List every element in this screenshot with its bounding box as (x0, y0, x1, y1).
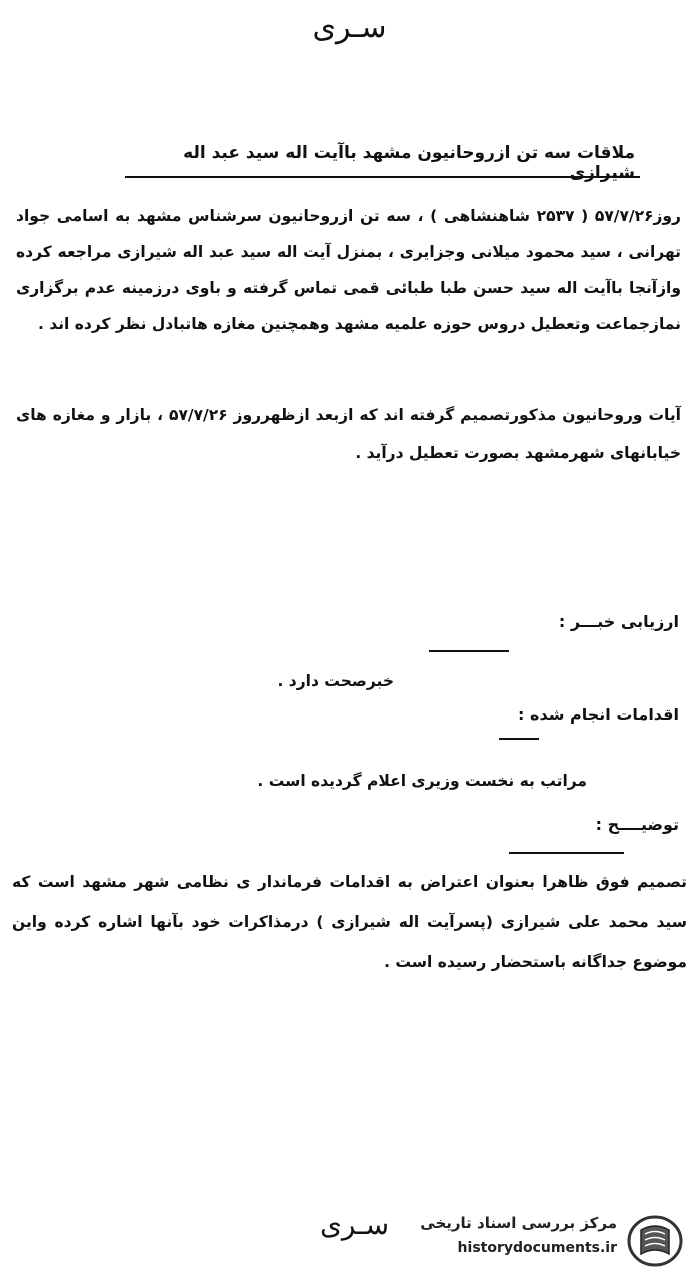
title-underline (125, 176, 640, 178)
classification-top: سـرى (312, 10, 387, 45)
actions-text: مراتب به نخست وزیری اعلام گردیده است . (257, 772, 587, 790)
document-title: ملاقات سه تن ازروحانیون مشهد باآیت اله سید عبد اله شیرازی (183, 143, 635, 183)
actions-heading: اقدامات انجام شده : (518, 705, 679, 724)
notes-text: تصمیم فوق ظاهرا بعنوان اعتراض به اقدامات فرماندار ی نظامی شهر مشهد است که سید محمد علی شیرازی (پسرآیت اله شیرازی ) درمذاکرات خود بآنها اشاره کرده واین موضوع جداگانه باستحضار رسیده است . (12, 873, 687, 971)
notes-heading: توضیــــح : (595, 815, 679, 834)
paragraph-2: آیات وروحانیون مذکورتصمیم گرفته اند که ازبعد ازظهرروز ۵۷/۷/۲۶ ، بازار و مغازه های خیابانهای شهرمشهد بصورت تعطیل درآید . (16, 406, 681, 462)
paragraph-1: روز۵۷/۷/۲۶ ( ۲۵۳۷ شاهنشاهی ) ، سه تن ازروحانیون سرشناس مشهد به اسامی جواد تهرانی ، سید محمود میلانی وجزایری ، بمنزل آیت اله سید عبد اله شیرازی مراجعه کرده وازآنجا باآیت اله سید حسن طبا طبائی قمی تماس گرفته و باوی درزمینه عدم برگزاری نمازجماعت وتعطیل دروس حوزه علمیه مشهد وهمچنین مغازه هاتبادل نظر کرده اند . (16, 207, 681, 333)
watermark-org-name: مرکز بررسی اسناد تاریخی (420, 1214, 617, 1232)
watermark (409, 1214, 689, 1268)
notes-heading-underline (509, 852, 624, 854)
assessment-heading-underline (429, 650, 509, 652)
assessment-heading: ارزیابی خبـــر : (558, 612, 679, 631)
classification-bottom: سـرى (320, 1208, 390, 1241)
assessment-text: خبرصحت دارد . (277, 672, 394, 690)
watermark-website: historydocuments.ir (457, 1240, 617, 1256)
actions-heading-underline (499, 738, 539, 740)
scroll-logo-icon (625, 1214, 685, 1268)
